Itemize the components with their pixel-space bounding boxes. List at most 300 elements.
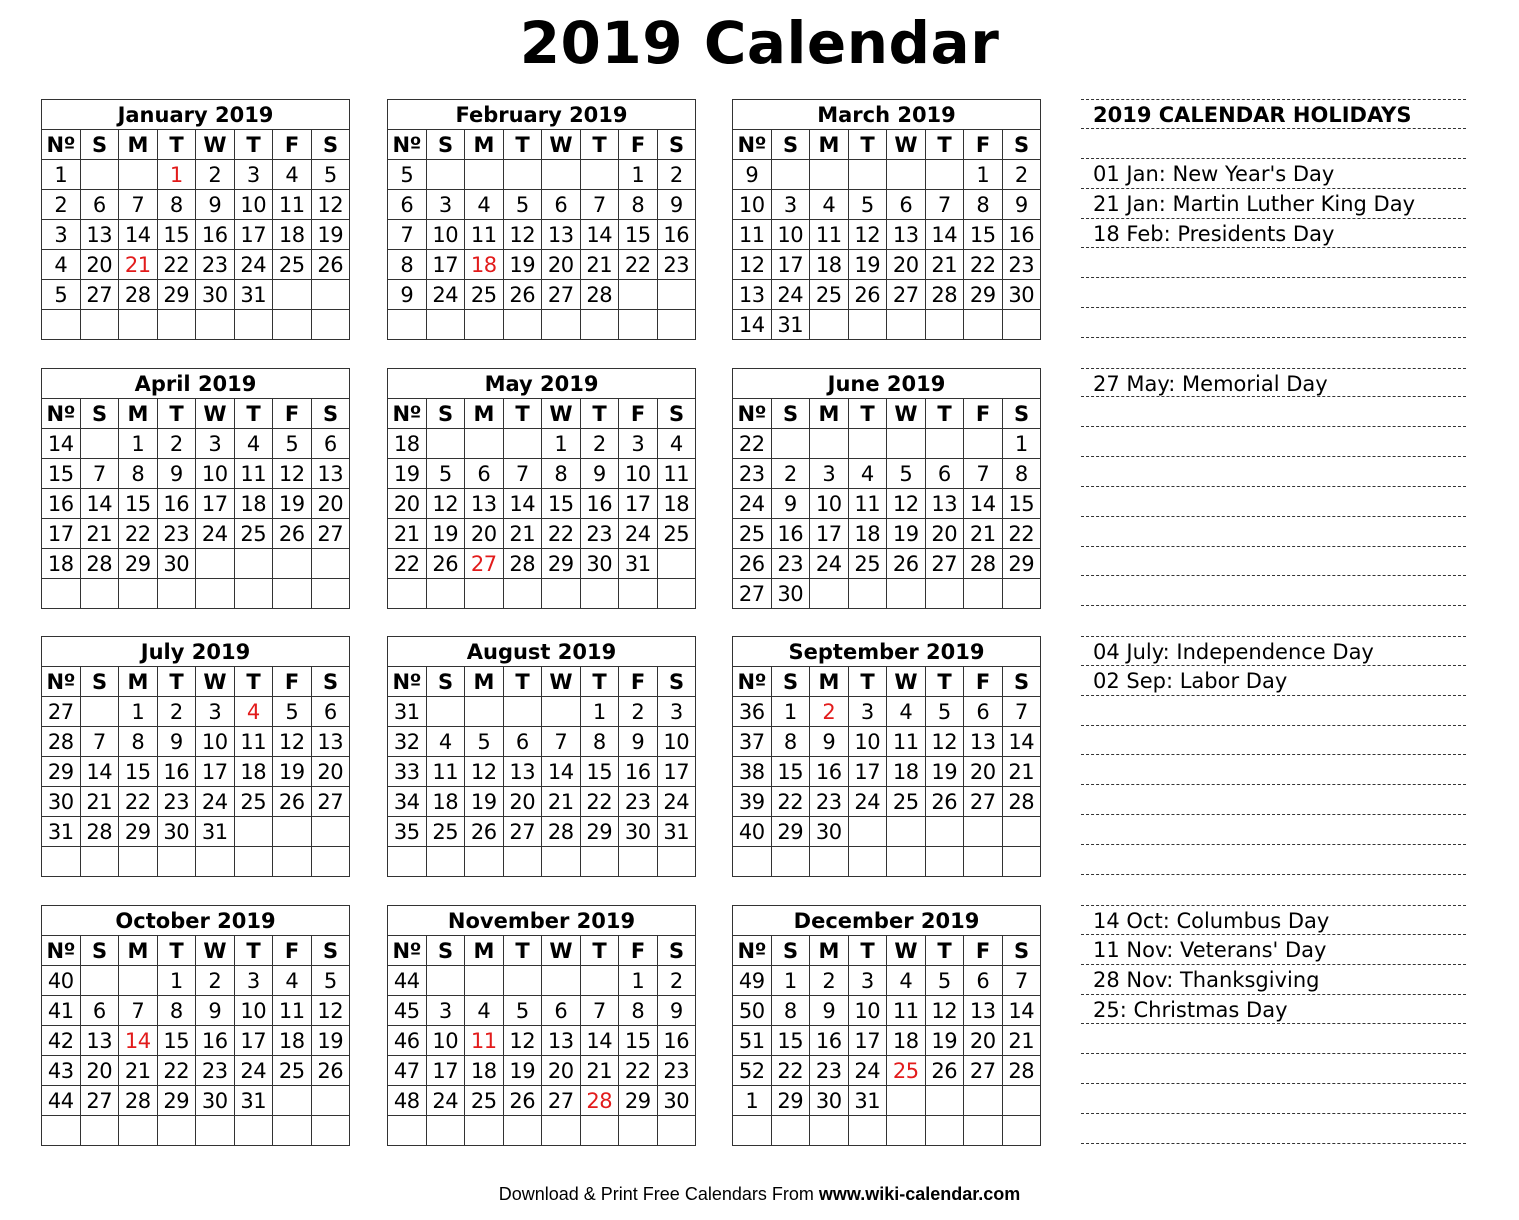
day-cell: 11	[849, 489, 888, 519]
week-row	[388, 280, 696, 310]
day-cell	[273, 1086, 312, 1116]
day-cell: 1	[581, 697, 620, 727]
day-cell: 17	[196, 757, 235, 787]
weekday-header: T	[581, 399, 620, 429]
week-row	[42, 459, 350, 489]
week-row	[733, 1116, 1041, 1146]
day-cell: 24	[427, 1086, 466, 1116]
week-row	[42, 966, 350, 996]
weekday-header: T	[926, 130, 965, 160]
day-cell: 15	[581, 757, 620, 787]
holiday-day-cell: 11	[465, 1026, 504, 1056]
week-number: 41	[42, 996, 81, 1026]
weekday-header-row	[733, 399, 1041, 429]
weekday-header: M	[119, 667, 158, 697]
day-cell	[542, 847, 581, 877]
day-cell	[542, 160, 581, 190]
day-cell	[926, 1086, 965, 1116]
day-cell: 19	[427, 519, 466, 549]
day-cell: 29	[619, 1086, 658, 1116]
day-cell	[964, 847, 1003, 877]
day-cell: 2	[658, 160, 697, 190]
week-row	[388, 310, 696, 340]
day-cell	[810, 847, 849, 877]
weekday-header: M	[465, 936, 504, 966]
week-row	[733, 1056, 1041, 1086]
week-row	[42, 579, 350, 609]
day-cell: 23	[772, 549, 811, 579]
weekday-header: T	[158, 936, 197, 966]
day-cell	[196, 579, 235, 609]
day-cell	[772, 1116, 811, 1146]
day-cell: 24	[235, 1056, 274, 1086]
footer-text: Download & Print Free Calendars From	[498, 1184, 819, 1204]
day-cell: 6	[964, 966, 1003, 996]
day-cell	[312, 1086, 351, 1116]
day-cell: 17	[196, 489, 235, 519]
day-cell: 20	[542, 250, 581, 280]
day-cell: 14	[119, 220, 158, 250]
day-cell	[81, 847, 120, 877]
day-cell: 15	[964, 220, 1003, 250]
day-cell: 8	[772, 996, 811, 1026]
day-cell: 6	[504, 727, 543, 757]
day-cell: 21	[1003, 1026, 1042, 1056]
weekday-header: M	[465, 667, 504, 697]
day-cell: 2	[772, 459, 811, 489]
day-cell	[964, 1086, 1003, 1116]
day-cell: 27	[926, 549, 965, 579]
day-cell: 14	[581, 1026, 620, 1056]
day-cell: 2	[658, 966, 697, 996]
week-row	[733, 280, 1041, 310]
month-calendar	[41, 636, 350, 877]
week-number: 42	[42, 1026, 81, 1056]
day-cell: 26	[465, 817, 504, 847]
weekday-header: F	[964, 130, 1003, 160]
week-row	[42, 1116, 350, 1146]
day-cell: 23	[1003, 250, 1042, 280]
day-cell: 16	[196, 1026, 235, 1056]
day-cell: 14	[81, 757, 120, 787]
day-cell: 27	[504, 817, 543, 847]
day-cell: 27	[81, 1086, 120, 1116]
day-cell: 22	[619, 250, 658, 280]
week-row	[388, 697, 696, 727]
day-cell: 19	[465, 787, 504, 817]
day-cell: 3	[235, 966, 274, 996]
day-cell: 3	[849, 966, 888, 996]
weekday-header: W	[887, 399, 926, 429]
day-cell: 3	[658, 697, 697, 727]
day-cell: 9	[158, 459, 197, 489]
day-cell: 30	[1003, 280, 1042, 310]
weekday-header: T	[581, 667, 620, 697]
day-cell: 15	[619, 1026, 658, 1056]
weekday-header: W	[196, 667, 235, 697]
day-cell: 17	[810, 519, 849, 549]
week-number: 32	[388, 727, 427, 757]
month-title: August 2019	[388, 637, 696, 667]
day-cell: 10	[810, 489, 849, 519]
day-cell	[964, 817, 1003, 847]
day-cell	[196, 549, 235, 579]
blank-line	[1081, 755, 1466, 785]
week-row	[388, 220, 696, 250]
day-cell: 30	[772, 579, 811, 609]
week-number: 6	[388, 190, 427, 220]
month-calendar	[41, 905, 350, 1146]
day-cell: 23	[810, 787, 849, 817]
day-cell	[235, 310, 274, 340]
day-cell	[504, 579, 543, 609]
day-cell: 27	[542, 1086, 581, 1116]
weekday-header: T	[849, 667, 888, 697]
week-row	[733, 160, 1041, 190]
day-cell	[926, 160, 965, 190]
day-cell: 10	[235, 190, 274, 220]
day-cell: 21	[581, 1056, 620, 1086]
week-row	[42, 549, 350, 579]
day-cell: 4	[887, 966, 926, 996]
day-cell: 4	[235, 429, 274, 459]
day-cell: 26	[312, 1056, 351, 1086]
weekday-header: S	[427, 936, 466, 966]
week-row	[388, 787, 696, 817]
month-title: May 2019	[388, 369, 696, 399]
day-cell: 31	[658, 817, 697, 847]
day-cell: 17	[235, 1026, 274, 1056]
weekday-header: T	[504, 399, 543, 429]
day-cell: 29	[964, 280, 1003, 310]
day-cell: 29	[581, 817, 620, 847]
day-cell: 11	[273, 190, 312, 220]
day-cell	[964, 1116, 1003, 1146]
day-cell: 21	[81, 787, 120, 817]
day-cell	[849, 579, 888, 609]
weekday-header: S	[312, 936, 351, 966]
day-cell: 30	[810, 817, 849, 847]
day-cell: 25	[658, 519, 697, 549]
week-number: 51	[733, 1026, 772, 1056]
holiday-entry: 01 Jan: New Year's Day	[1081, 159, 1466, 189]
week-number: 37	[733, 727, 772, 757]
day-cell: 17	[658, 757, 697, 787]
day-cell	[619, 280, 658, 310]
day-cell: 15	[158, 220, 197, 250]
weekday-header: S	[427, 399, 466, 429]
weekday-header: T	[158, 399, 197, 429]
day-cell	[542, 697, 581, 727]
weekday-header-row	[388, 130, 696, 160]
day-cell: 16	[619, 757, 658, 787]
blank-line	[1081, 547, 1466, 577]
day-cell	[810, 429, 849, 459]
week-number: 3	[42, 220, 81, 250]
month-calendar	[41, 99, 350, 340]
day-cell	[119, 310, 158, 340]
day-cell: 23	[196, 250, 235, 280]
day-cell: 20	[465, 519, 504, 549]
day-cell: 9	[810, 727, 849, 757]
weekday-header: T	[926, 399, 965, 429]
day-cell: 24	[658, 787, 697, 817]
weekday-header: T	[849, 399, 888, 429]
day-cell: 5	[312, 160, 351, 190]
day-cell: 21	[81, 519, 120, 549]
day-cell: 10	[849, 727, 888, 757]
month-calendar	[387, 368, 696, 609]
day-cell	[658, 579, 697, 609]
week-number: 45	[388, 996, 427, 1026]
blank-line	[1081, 427, 1466, 457]
blank-line	[1081, 129, 1466, 159]
day-cell: 3	[196, 429, 235, 459]
weekday-header: S	[658, 130, 697, 160]
weekday-header: T	[158, 130, 197, 160]
blank-line	[1081, 845, 1466, 875]
day-cell: 7	[504, 459, 543, 489]
day-cell	[849, 1116, 888, 1146]
week-row	[388, 727, 696, 757]
day-cell: 21	[926, 250, 965, 280]
day-cell	[196, 1116, 235, 1146]
day-cell	[427, 579, 466, 609]
day-cell: 7	[581, 190, 620, 220]
week-number: 17	[42, 519, 81, 549]
day-cell	[772, 429, 811, 459]
day-cell	[427, 429, 466, 459]
day-cell	[427, 697, 466, 727]
day-cell: 17	[772, 250, 811, 280]
day-cell	[581, 966, 620, 996]
weekday-header: S	[312, 399, 351, 429]
day-cell: 11	[887, 727, 926, 757]
week-number-header: Nº	[733, 130, 772, 160]
day-cell	[504, 1116, 543, 1146]
day-cell	[1003, 579, 1042, 609]
month-calendar	[732, 368, 1041, 609]
day-cell: 29	[158, 280, 197, 310]
week-row	[733, 817, 1041, 847]
weekday-header: S	[312, 667, 351, 697]
day-cell	[504, 847, 543, 877]
day-cell: 22	[1003, 519, 1042, 549]
day-cell: 8	[619, 190, 658, 220]
day-cell: 24	[810, 549, 849, 579]
week-number: 19	[388, 459, 427, 489]
day-cell: 6	[887, 190, 926, 220]
day-cell	[504, 966, 543, 996]
day-cell: 3	[427, 996, 466, 1026]
day-cell	[119, 160, 158, 190]
day-cell: 22	[964, 250, 1003, 280]
day-cell: 5	[504, 190, 543, 220]
day-cell: 9	[658, 996, 697, 1026]
weekday-header-row	[388, 667, 696, 697]
day-cell: 16	[581, 489, 620, 519]
weekday-header: T	[849, 936, 888, 966]
day-cell	[772, 847, 811, 877]
day-cell: 13	[964, 727, 1003, 757]
day-cell: 27	[964, 787, 1003, 817]
week-number: 47	[388, 1056, 427, 1086]
day-cell: 12	[312, 190, 351, 220]
week-number-header: Nº	[733, 399, 772, 429]
day-cell: 13	[504, 757, 543, 787]
week-number: 40	[42, 966, 81, 996]
weekday-header-row	[42, 936, 350, 966]
day-cell: 27	[312, 787, 351, 817]
day-cell: 7	[926, 190, 965, 220]
day-cell: 20	[312, 489, 351, 519]
month-calendar	[387, 905, 696, 1146]
day-cell	[235, 817, 274, 847]
day-cell: 20	[964, 757, 1003, 787]
blank-line	[1081, 517, 1466, 547]
day-cell: 12	[504, 1026, 543, 1056]
day-cell: 8	[772, 727, 811, 757]
day-cell: 14	[81, 489, 120, 519]
day-cell	[581, 847, 620, 877]
week-number: 31	[42, 817, 81, 847]
holiday-entry: 27 May: Memorial Day	[1081, 368, 1466, 398]
day-cell: 20	[926, 519, 965, 549]
day-cell	[81, 966, 120, 996]
day-cell	[619, 310, 658, 340]
day-cell: 21	[1003, 757, 1042, 787]
day-cell: 28	[581, 280, 620, 310]
day-cell	[504, 429, 543, 459]
day-cell: 16	[1003, 220, 1042, 250]
day-cell	[810, 160, 849, 190]
day-cell: 4	[465, 996, 504, 1026]
week-number: 9	[388, 280, 427, 310]
day-cell: 26	[504, 1086, 543, 1116]
week-row	[388, 160, 696, 190]
day-cell: 27	[312, 519, 351, 549]
day-cell: 12	[465, 757, 504, 787]
week-number: 49	[733, 966, 772, 996]
holiday-day-cell: 25	[887, 1056, 926, 1086]
week-number: 18	[388, 429, 427, 459]
weekday-header: M	[465, 399, 504, 429]
day-cell	[581, 160, 620, 190]
weekday-header: F	[619, 667, 658, 697]
day-cell: 26	[504, 280, 543, 310]
day-cell: 23	[658, 250, 697, 280]
week-row	[42, 160, 350, 190]
day-cell: 2	[619, 697, 658, 727]
day-cell	[849, 310, 888, 340]
day-cell: 26	[427, 549, 466, 579]
day-cell: 29	[772, 817, 811, 847]
day-cell: 28	[964, 549, 1003, 579]
week-number-header: Nº	[42, 667, 81, 697]
week-row	[388, 996, 696, 1026]
day-cell: 5	[849, 190, 888, 220]
day-cell: 30	[810, 1086, 849, 1116]
day-cell	[658, 847, 697, 877]
day-cell	[849, 817, 888, 847]
day-cell: 7	[581, 996, 620, 1026]
day-cell: 11	[658, 459, 697, 489]
day-cell: 9	[196, 190, 235, 220]
day-cell	[964, 579, 1003, 609]
day-cell	[81, 579, 120, 609]
weekday-header: T	[158, 667, 197, 697]
day-cell: 10	[196, 727, 235, 757]
day-cell	[1003, 1086, 1042, 1116]
day-cell: 8	[619, 996, 658, 1026]
weekday-header: T	[504, 130, 543, 160]
week-number: 38	[733, 757, 772, 787]
day-cell	[235, 549, 274, 579]
week-row	[388, 847, 696, 877]
day-cell: 19	[504, 250, 543, 280]
week-number-header: Nº	[388, 667, 427, 697]
weekday-header: F	[619, 936, 658, 966]
weekday-header: F	[619, 399, 658, 429]
day-cell	[619, 579, 658, 609]
weekday-header: T	[504, 667, 543, 697]
day-cell	[235, 579, 274, 609]
day-cell: 17	[849, 757, 888, 787]
blank-line	[1081, 785, 1466, 815]
footer-link[interactable]: www.wiki-calendar.com	[818, 1184, 1021, 1204]
day-cell: 6	[81, 190, 120, 220]
week-number: 34	[388, 787, 427, 817]
day-cell: 24	[849, 1056, 888, 1086]
day-cell: 21	[581, 250, 620, 280]
week-number: 27	[733, 579, 772, 609]
week-row	[733, 1086, 1041, 1116]
day-cell: 15	[119, 489, 158, 519]
holiday-day-cell: 21	[119, 250, 158, 280]
weekday-header: W	[196, 130, 235, 160]
day-cell: 8	[964, 190, 1003, 220]
day-cell: 22	[772, 1056, 811, 1086]
day-cell: 5	[887, 459, 926, 489]
week-row	[733, 549, 1041, 579]
day-cell: 26	[273, 787, 312, 817]
day-cell: 15	[1003, 489, 1042, 519]
day-cell: 11	[273, 996, 312, 1026]
day-cell	[273, 1116, 312, 1146]
day-cell: 1	[542, 429, 581, 459]
week-number: 33	[388, 757, 427, 787]
week-number: 10	[733, 190, 772, 220]
week-number-header: Nº	[42, 130, 81, 160]
day-cell: 26	[926, 1056, 965, 1086]
day-cell: 7	[119, 190, 158, 220]
month-title: September 2019	[733, 637, 1041, 667]
weekday-header: T	[581, 936, 620, 966]
day-cell	[658, 280, 697, 310]
day-cell: 12	[504, 220, 543, 250]
weekday-header: T	[926, 667, 965, 697]
day-cell: 25	[427, 817, 466, 847]
weekday-header: M	[119, 130, 158, 160]
day-cell	[1003, 817, 1042, 847]
weekday-header: T	[849, 130, 888, 160]
day-cell: 23	[581, 519, 620, 549]
day-cell: 11	[887, 996, 926, 1026]
week-row	[42, 280, 350, 310]
day-cell	[887, 1086, 926, 1116]
day-cell	[312, 579, 351, 609]
day-cell: 28	[119, 1086, 158, 1116]
